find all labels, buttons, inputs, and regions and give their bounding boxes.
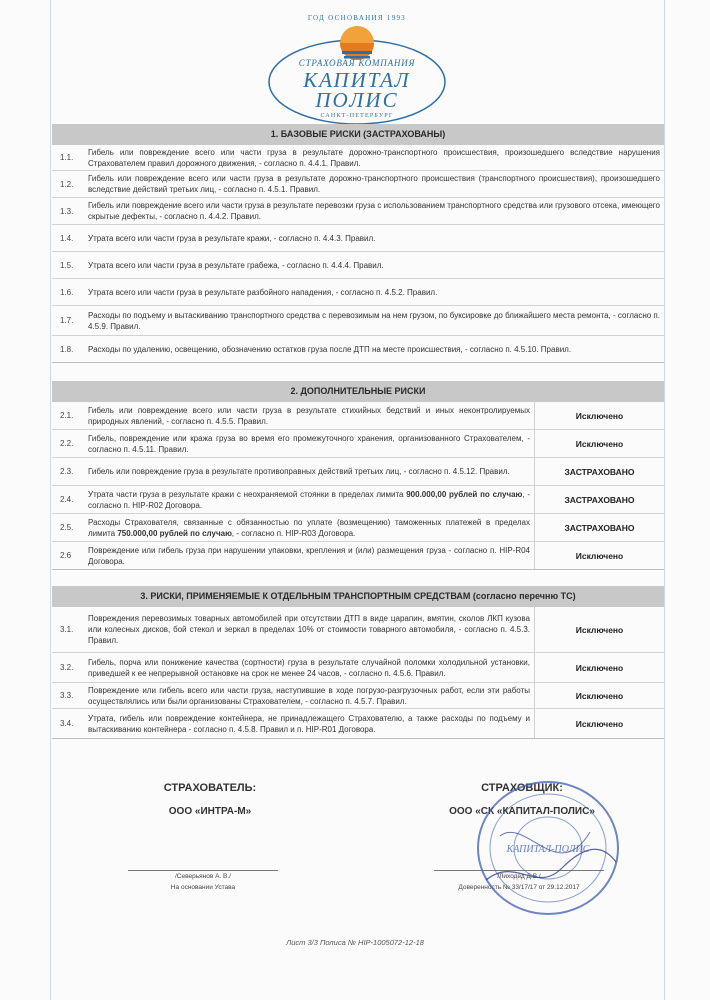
row-limit-amount: 900.000,00 рублей по случаю (406, 489, 523, 499)
row-number: 1.3. (60, 206, 74, 216)
status-badge: Исключено (534, 430, 664, 457)
row-limit-amount: 750.000,00 рублей по случаю (117, 528, 232, 538)
row-text: Гибель, порча или понижение качества (сортности) груза в результате случайной поломки холодильной установки, приведшей к ее непрерывной остановке на срок не менее 24 часов, - согласно п. 4.5.6. Правил. (88, 657, 530, 678)
row-text-part: , - согласно п. HIP-R03 Договора. (231, 528, 356, 538)
section-vehicle-risks (52, 586, 664, 739)
table-row (52, 336, 664, 363)
row-number: 3.4. (60, 719, 74, 728)
margin-line-right (664, 0, 665, 1000)
row-text (88, 514, 534, 541)
table-row (52, 306, 664, 336)
row-text: Повреждение или гибель всего или части груза, наступившие в ходе погрузо-разгрузочных работ, если эти работы осуществлялись или были организованы Страхователем, - согласно п. 4.5.7. Правил. (88, 685, 530, 706)
insured-signature-line (128, 870, 278, 871)
table-row (52, 252, 664, 279)
page-footer: Лист 3/3 Полиса № HIP-1005072-12-18 (286, 938, 424, 947)
status-badge: Исключено (534, 653, 664, 682)
row-text: Утрата, гибель или повреждение контейнера, не принадлежащего Страхователю, а также расходы по подъему и вытаскиванию контейнера - согласно п. 4.5.8. Правил и п. HIP-R01 Договора. (88, 713, 530, 734)
row-text: Утрата всего или части груза в результате разбойного нападения, - согласно п. 4.5.2. Правил. (88, 287, 438, 297)
insurer-label: СТРАХОВЩИК: (481, 782, 563, 794)
table-row (52, 458, 664, 486)
status-badge: ЗАСТРАХОВАНО (534, 458, 664, 485)
table-row (52, 225, 664, 252)
row-number: 2.4. (60, 495, 74, 504)
row-text: Гибель или повреждение всего или части груза в результате дорожно-транспортного происшествия (транспортного происшествия), произошедшего вследствие действий третьих лиц, - согласно п. 4.5.1. Правил. (88, 174, 660, 194)
row-number: 1.8. (60, 344, 74, 354)
insured-name: /Северьянов А. В./ (175, 873, 231, 880)
row-number: 2.5. (60, 523, 74, 532)
section-title: 1. БАЗОВЫЕ РИСКИ (ЗАСТРАХОВАНЫ) (52, 124, 664, 145)
table-row (52, 198, 664, 225)
row-text: Расходы по удалению, освещению, обозначению остатков груза после ДТП на месте происшествия, - согласно п. 4.5.10. Правил. (88, 344, 572, 354)
table-row (52, 683, 664, 709)
company-logo (262, 10, 452, 128)
logo-name-2: ПОЛИС (315, 88, 399, 112)
table-row (52, 542, 664, 570)
seal-text: КАПИТАЛ-ПОЛИС (506, 844, 590, 855)
status-badge: Исключено (534, 683, 664, 708)
section-title: 2. ДОПОЛНИТЕЛЬНЫЕ РИСКИ (52, 381, 664, 402)
row-text-part: Утрата части груза в результате кражи с неохраняемой стоянки в пределах лимита (88, 489, 407, 499)
table-row (52, 171, 664, 198)
row-number: 1.7. (60, 316, 74, 325)
insurer-org: ООО «СК «КАПИТАЛ-ПОЛИС» (449, 806, 595, 817)
row-number: 2.3. (60, 467, 74, 476)
row-number: 2.2. (60, 439, 74, 448)
row-number: 3.1. (60, 625, 74, 634)
section-base-risks (52, 124, 664, 363)
row-text-part: Расходы Страхователя, связанные с обязанностью по уплате (возмещению) таможенных платежей в пределах лимита (88, 517, 530, 538)
company-seal (466, 776, 624, 920)
logo-city-text: САНКТ-ПЕТЕРБУРГ (320, 113, 394, 119)
row-number: 2.1. (60, 411, 74, 420)
row-number: 1.4. (60, 233, 74, 243)
row-number: 3.2. (60, 663, 74, 672)
section-title: 3. РИСКИ, ПРИМЕНЯЕМЫЕ К ОТДЕЛЬНЫМ ТРАНСПОРТНЫМ СРЕДСТВАМ (согласно перечню ТС) (52, 586, 664, 607)
table-row (52, 709, 664, 739)
row-text: Повреждение или гибель груза при нарушении упаковки, крепления и (или) размещения груза - согласно п. HIP-R04 Договора. (88, 545, 530, 566)
row-text: Утрата всего или части груза в результате кражи, - согласно п. 4.4.3. Правил. (88, 233, 376, 243)
row-text: Гибель или повреждение всего или части груза в результате дорожно-транспортного происшествия, произошедшего вследствие нарушения Страхователем правил дорожного движения, - согласно п. 4.4.1. Правил. (88, 147, 660, 168)
row-number: 1.5. (60, 260, 74, 270)
table-row (52, 430, 664, 458)
insurer-name: /Лиходед Д.В./ (497, 873, 541, 880)
table-row (52, 279, 664, 306)
row-number: 1.2. (60, 179, 74, 189)
row-text: Гибель или повреждение груза в результате противоправных действий третьих лиц, - согласно п. 4.5.12. Правил. (88, 467, 510, 476)
row-text: Гибель или повреждение всего или части груза в результате перевозки груза с использованием транспортного средства или грузового отсека, имеющего скрытые дефекты, - согласно п. 4.4.2. Правил. (88, 201, 660, 221)
insured-basis: На основании Устава (170, 884, 236, 891)
row-text: Расходы по подъему и вытаскиванию транспортного средства с перевозимым на нем грузом, по буксировке до ближайшего места ремонта, - согласно п. 4.5.9. Правил. (88, 310, 660, 331)
row-text: Утрата всего или части груза в результате грабежа, - согласно п. 4.4.4. Правил. (88, 260, 384, 270)
status-badge: ЗАСТРАХОВАНО (534, 486, 664, 513)
logo-founded-text: ГОД ОСНОВАНИЯ 1993 (307, 14, 407, 22)
margin-line-left (50, 0, 51, 1000)
section-additional-risks (52, 381, 664, 570)
table-row (52, 486, 664, 514)
status-badge: Исключено (534, 542, 664, 569)
row-text (88, 486, 534, 513)
row-number: 1.1. (60, 153, 74, 162)
row-text: Повреждения перевозимых товарных автомобилей при отсутствии ДТП в виде царапин, вмятин, сколов ЛКП кузова или колесных дисков, бой стекол и зеркал в пределах 10% от стоимости товарного автомобиля, - согласно п. 4.5.3. Правил. (88, 614, 530, 645)
row-text: Гибель или повреждение всего или части груза в результате стихийных бедствий и иных неконтролируемых природных явлений, - согласно п. 4.5.5. Правил. (88, 405, 530, 426)
insurer-basis: Доверенность № 33/17/17 от 29.12.2017 (458, 884, 580, 891)
row-number: 2.6 (60, 551, 72, 560)
logo-name-1: КАПИТАЛ (303, 68, 411, 92)
status-badge: ЗАСТРАХОВАНО (534, 514, 664, 541)
insured-org: ООО «ИНТРА-М» (168, 806, 252, 817)
row-number: 1.6. (60, 287, 74, 297)
row-text: Гибель, повреждение или кража груза во время его промежуточного хранения, организованного Страхователем, - согласно п. 4.5.11. Правил. (88, 433, 530, 454)
logo-company-text: СТРАХОВАЯ КОМПАНИЯ (298, 58, 416, 68)
status-badge: Исключено (534, 402, 664, 429)
insured-label: СТРАХОВАТЕЛЬ: (163, 782, 257, 794)
table-row (52, 607, 664, 653)
row-number: 3.3. (60, 691, 74, 700)
table-row (52, 514, 664, 542)
row-text-part: , - согласно п. HIP-R02 Договора. (88, 489, 531, 510)
table-row (52, 402, 664, 430)
table-row (52, 653, 664, 683)
status-badge: Исключено (534, 607, 664, 652)
table-row (52, 145, 664, 171)
status-badge: Исключено (534, 709, 664, 738)
